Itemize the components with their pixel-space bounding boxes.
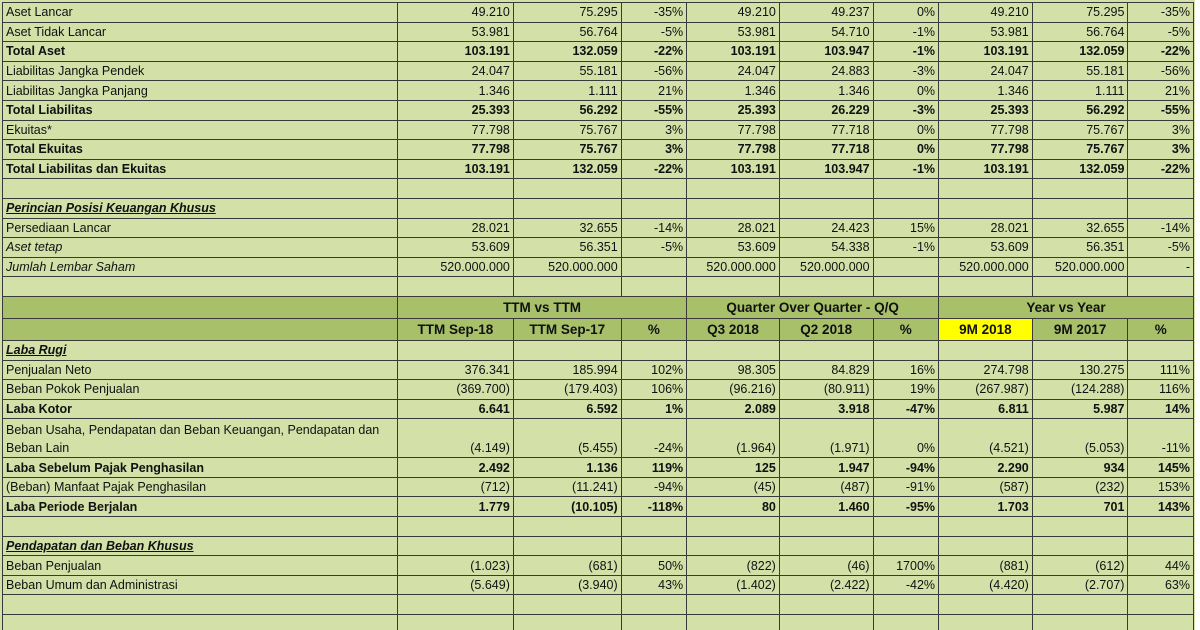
table-cell: 75.767	[513, 120, 621, 140]
table-cell: 125	[687, 458, 780, 478]
table-cell: 119%	[621, 458, 686, 478]
table-cell: 25.393	[687, 100, 780, 120]
table-cell: 520.000.000	[779, 257, 873, 277]
table-cell: 49.210	[397, 3, 513, 23]
table-cell: -5%	[621, 22, 686, 42]
income-section-title: Laba Rugi	[3, 340, 398, 360]
table-cell: 98.305	[687, 360, 780, 380]
row-label: Liabilitas Jangka Pendek	[3, 61, 398, 81]
row-label: Total Aset	[3, 42, 398, 62]
table-cell: 75.295	[1032, 3, 1128, 23]
expense-section	[3, 536, 1194, 556]
table-cell: 132.059	[1032, 42, 1128, 62]
table-cell	[873, 257, 938, 277]
table-cell: (5.053)	[1032, 419, 1128, 458]
table-cell: (881)	[939, 556, 1033, 576]
table-row	[3, 120, 1194, 140]
table-cell: 32.655	[513, 218, 621, 238]
table-cell: 15%	[873, 218, 938, 238]
special-section	[3, 198, 1194, 218]
table-cell: 1.111	[1032, 81, 1128, 101]
table-row	[3, 22, 1194, 42]
row-label: (Beban) Manfaat Pajak Penghasilan	[3, 477, 398, 497]
col-header-q2-2018: Q2 2018	[779, 318, 873, 340]
row-label: Laba Kotor	[3, 399, 398, 419]
table-cell: 1.111	[513, 81, 621, 101]
table-cell: (822)	[687, 556, 780, 576]
table-cell: 21%	[1128, 81, 1194, 101]
table-cell: (5.455)	[513, 419, 621, 458]
table-row	[3, 3, 1194, 23]
blank-row-1	[3, 179, 1194, 199]
table-cell: -14%	[621, 218, 686, 238]
table-cell: 54.338	[779, 238, 873, 258]
table-cell: (2.707)	[1032, 575, 1128, 595]
table-cell: 103.947	[779, 159, 873, 179]
table-cell: (681)	[513, 556, 621, 576]
table-cell: 28.021	[687, 218, 780, 238]
table-cell: 43%	[621, 575, 686, 595]
table-cell: 24.047	[687, 61, 780, 81]
table-cell: -24%	[621, 419, 686, 458]
table-cell: 53.981	[397, 22, 513, 42]
table-cell: 3%	[621, 120, 686, 140]
table-cell: (45)	[687, 477, 780, 497]
table-cell: (3.940)	[513, 575, 621, 595]
table-cell: 49.210	[939, 3, 1033, 23]
table-cell: -22%	[1128, 159, 1194, 179]
table-cell: (124.288)	[1032, 380, 1128, 400]
table-cell: (267.987)	[939, 380, 1033, 400]
table-cell: 106%	[621, 380, 686, 400]
table-cell: 56.764	[1032, 22, 1128, 42]
row-label: Beban Pokok Penjualan	[3, 380, 398, 400]
table-cell: 55.181	[1032, 61, 1128, 81]
table-cell: -1%	[873, 22, 938, 42]
blank-row-3	[3, 517, 1194, 537]
col-header-9m-2018: 9M 2018	[939, 318, 1033, 340]
table-cell: 0%	[873, 419, 938, 458]
table-cell: 77.798	[939, 120, 1033, 140]
table-cell: 3%	[1128, 120, 1194, 140]
table-cell: 103.191	[687, 42, 780, 62]
table-cell: -1%	[873, 238, 938, 258]
table-cell: (712)	[397, 477, 513, 497]
table-row	[3, 238, 1194, 258]
table-cell: 1.460	[779, 497, 873, 517]
row-label: Beban Usaha, Pendapatan dan Beban Keuangan, Pendapatan dan Beban Lain	[3, 419, 398, 458]
table-cell: 53.609	[687, 238, 780, 258]
table-row	[3, 140, 1194, 160]
table-cell: 132.059	[513, 42, 621, 62]
table-cell: 53.981	[939, 22, 1033, 42]
balance-sheet-section	[3, 3, 1194, 179]
table-cell: 24.423	[779, 218, 873, 238]
table-cell: (46)	[779, 556, 873, 576]
row-label: Penjualan Neto	[3, 360, 398, 380]
table-cell: 1.346	[939, 81, 1033, 101]
table-cell: 56.292	[1032, 100, 1128, 120]
expense-section-title: Pendapatan dan Beban Khusus	[3, 536, 398, 556]
table-cell: -55%	[1128, 100, 1194, 120]
table-cell: (2.422)	[779, 575, 873, 595]
table-row	[3, 159, 1194, 179]
table-cell: 19%	[873, 380, 938, 400]
table-cell: -14%	[1128, 218, 1194, 238]
table-cell: -56%	[621, 61, 686, 81]
table-row	[3, 360, 1194, 380]
table-cell: -118%	[621, 497, 686, 517]
table-cell: 32.655	[1032, 218, 1128, 238]
table-cell: 28.021	[939, 218, 1033, 238]
table-cell: -95%	[873, 497, 938, 517]
table-cell: -91%	[873, 477, 938, 497]
table-cell: 77.718	[779, 140, 873, 160]
table-cell: -56%	[1128, 61, 1194, 81]
table-cell: (5.649)	[397, 575, 513, 595]
table-cell: 56.292	[513, 100, 621, 120]
column-header	[3, 296, 1194, 340]
table-cell: -5%	[1128, 22, 1194, 42]
table-cell: 77.718	[779, 120, 873, 140]
row-label: Laba Periode Berjalan	[3, 497, 398, 517]
table-cell: -22%	[1128, 42, 1194, 62]
table-cell: 21%	[621, 81, 686, 101]
table-cell: 6.641	[397, 399, 513, 419]
income-rows	[3, 360, 1194, 517]
table-cell: 6.811	[939, 399, 1033, 419]
table-cell: 116%	[1128, 380, 1194, 400]
table-cell: 77.798	[687, 120, 780, 140]
table-cell: (487)	[779, 477, 873, 497]
table-cell: 0%	[873, 140, 938, 160]
table-cell: 934	[1032, 458, 1128, 478]
table-cell: 132.059	[513, 159, 621, 179]
table-cell: (11.241)	[513, 477, 621, 497]
table-cell: 14%	[1128, 399, 1194, 419]
table-cell: 84.829	[779, 360, 873, 380]
table-row	[3, 458, 1194, 478]
table-cell: -3%	[873, 61, 938, 81]
table-cell: 1%	[621, 399, 686, 419]
table-cell: -22%	[621, 159, 686, 179]
row-label: Ekuitas*	[3, 120, 398, 140]
table-cell: 54.710	[779, 22, 873, 42]
table-cell: (1.023)	[397, 556, 513, 576]
table-cell: 1.779	[397, 497, 513, 517]
table-cell: 2.290	[939, 458, 1033, 478]
table-cell: (612)	[1032, 556, 1128, 576]
table-cell: (369.700)	[397, 380, 513, 400]
table-cell: 103.191	[939, 159, 1033, 179]
table-cell: 143%	[1128, 497, 1194, 517]
table-cell: (1.964)	[687, 419, 780, 458]
table-cell: 80	[687, 497, 780, 517]
table-cell: 1.346	[779, 81, 873, 101]
table-cell: 25.393	[397, 100, 513, 120]
table-cell: 6.592	[513, 399, 621, 419]
table-cell: 26.229	[779, 100, 873, 120]
table-cell: 56.351	[513, 238, 621, 258]
table-cell: 520.000.000	[513, 257, 621, 277]
table-cell: 63%	[1128, 575, 1194, 595]
special-rows	[3, 218, 1194, 277]
table-cell: (587)	[939, 477, 1033, 497]
financial-table	[2, 2, 1194, 630]
table-cell: 1700%	[873, 556, 938, 576]
table-cell	[621, 257, 686, 277]
table-row	[3, 100, 1194, 120]
table-cell: 274.798	[939, 360, 1033, 380]
table-cell: 77.798	[397, 140, 513, 160]
col-header-pct-ttm: %	[621, 318, 686, 340]
table-cell: (4.149)	[397, 419, 513, 458]
table-row	[3, 218, 1194, 238]
row-label: Total Ekuitas	[3, 140, 398, 160]
blank-row-4	[3, 595, 1194, 630]
group-header-qoq: Quarter Over Quarter - Q/Q	[687, 296, 939, 318]
table-cell: 0%	[873, 81, 938, 101]
table-cell: -	[1128, 257, 1194, 277]
table-cell: 24.047	[939, 61, 1033, 81]
table-cell: 56.764	[513, 22, 621, 42]
table-cell: 1.346	[687, 81, 780, 101]
table-cell: 53.609	[397, 238, 513, 258]
table-cell: 0%	[873, 3, 938, 23]
table-cell: -47%	[873, 399, 938, 419]
table-cell: 50%	[621, 556, 686, 576]
group-header-yoy: Year vs Year	[939, 296, 1194, 318]
table-row	[3, 61, 1194, 81]
table-cell: -1%	[873, 159, 938, 179]
table-cell: 701	[1032, 497, 1128, 517]
table-cell: 103.191	[397, 42, 513, 62]
table-cell: -94%	[873, 458, 938, 478]
table-cell: 16%	[873, 360, 938, 380]
table-cell: 44%	[1128, 556, 1194, 576]
table-cell: 103.191	[397, 159, 513, 179]
table-cell: 77.798	[939, 140, 1033, 160]
row-label: Aset Tidak Lancar	[3, 22, 398, 42]
table-cell: 111%	[1128, 360, 1194, 380]
table-cell: 1.136	[513, 458, 621, 478]
table-cell: 49.210	[687, 3, 780, 23]
table-cell: -35%	[621, 3, 686, 23]
table-cell: 376.341	[397, 360, 513, 380]
row-label: Persediaan Lancar	[3, 218, 398, 238]
table-cell: 56.351	[1032, 238, 1128, 258]
table-cell: 103.947	[779, 42, 873, 62]
row-label: Total Liabilitas	[3, 100, 398, 120]
table-row	[3, 477, 1194, 497]
table-cell: -22%	[621, 42, 686, 62]
table-cell: 1.703	[939, 497, 1033, 517]
row-label: Beban Umum dan Administrasi	[3, 575, 398, 595]
table-cell: 185.994	[513, 360, 621, 380]
table-cell: 520.000.000	[397, 257, 513, 277]
table-row	[3, 257, 1194, 277]
row-label: Liabilitas Jangka Panjang	[3, 81, 398, 101]
table-row	[3, 497, 1194, 517]
row-label: Laba Sebelum Pajak Penghasilan	[3, 458, 398, 478]
table-cell: 77.798	[687, 140, 780, 160]
table-cell: 53.609	[939, 238, 1033, 258]
table-cell: 103.191	[939, 42, 1033, 62]
col-header-q3-2018: Q3 2018	[687, 318, 780, 340]
table-cell: (80.911)	[779, 380, 873, 400]
table-cell: (10.105)	[513, 497, 621, 517]
col-header-ttm-sep18: TTM Sep-18	[397, 318, 513, 340]
table-cell: 2.089	[687, 399, 780, 419]
row-label: Jumlah Lembar Saham	[3, 257, 398, 277]
table-cell: 1.346	[397, 81, 513, 101]
table-cell: 55.181	[513, 61, 621, 81]
row-label: Beban Penjualan	[3, 556, 398, 576]
table-cell: 53.981	[687, 22, 780, 42]
table-cell: -3%	[873, 100, 938, 120]
table-row	[3, 419, 1194, 458]
table-cell: -42%	[873, 575, 938, 595]
table-cell: 75.767	[1032, 140, 1128, 160]
col-header-ttm-sep17: TTM Sep-17	[513, 318, 621, 340]
table-cell: -1%	[873, 42, 938, 62]
table-row	[3, 399, 1194, 419]
table-cell: 3.918	[779, 399, 873, 419]
table-cell: 130.275	[1032, 360, 1128, 380]
table-cell: 3%	[1128, 140, 1194, 160]
table-cell: -5%	[621, 238, 686, 258]
table-cell: 153%	[1128, 477, 1194, 497]
table-cell: 132.059	[1032, 159, 1128, 179]
table-cell: 28.021	[397, 218, 513, 238]
group-header-ttm: TTM vs TTM	[397, 296, 686, 318]
table-cell: (4.420)	[939, 575, 1033, 595]
row-label: Aset Lancar	[3, 3, 398, 23]
table-cell: (179.403)	[513, 380, 621, 400]
table-cell: 520.000.000	[1032, 257, 1128, 277]
table-cell: 5.987	[1032, 399, 1128, 419]
blank-row-2	[3, 277, 1194, 297]
table-cell: -35%	[1128, 3, 1194, 23]
table-cell: -94%	[621, 477, 686, 497]
table-cell: 75.767	[1032, 120, 1128, 140]
table-cell: (1.971)	[779, 419, 873, 458]
table-row	[3, 556, 1194, 576]
col-header-9m-2017: 9M 2017	[1032, 318, 1128, 340]
table-cell: (1.402)	[687, 575, 780, 595]
table-cell: (232)	[1032, 477, 1128, 497]
table-cell: 1.947	[779, 458, 873, 478]
table-cell: 0%	[873, 120, 938, 140]
table-cell: 24.047	[397, 61, 513, 81]
table-cell: 2.492	[397, 458, 513, 478]
table-cell: (96.216)	[687, 380, 780, 400]
table-cell: 77.798	[397, 120, 513, 140]
table-row	[3, 575, 1194, 595]
expense-rows	[3, 556, 1194, 595]
col-header-pct-yoy: %	[1128, 318, 1194, 340]
table-cell: 102%	[621, 360, 686, 380]
table-cell: (4.521)	[939, 419, 1033, 458]
table-row	[3, 380, 1194, 400]
table-cell: 75.767	[513, 140, 621, 160]
row-label: Aset tetap	[3, 238, 398, 258]
table-cell: 145%	[1128, 458, 1194, 478]
table-cell: 25.393	[939, 100, 1033, 120]
table-cell: 3%	[621, 140, 686, 160]
table-row	[3, 42, 1194, 62]
table-cell: -11%	[1128, 419, 1194, 458]
table-cell: 49.237	[779, 3, 873, 23]
table-cell: 75.295	[513, 3, 621, 23]
income-section	[3, 340, 1194, 360]
table-cell: 520.000.000	[939, 257, 1033, 277]
table-cell: 24.883	[779, 61, 873, 81]
table-cell: -55%	[621, 100, 686, 120]
table-cell: 103.191	[687, 159, 780, 179]
table-cell: -5%	[1128, 238, 1194, 258]
table-cell: 520.000.000	[687, 257, 780, 277]
table-row	[3, 81, 1194, 101]
row-label: Total Liabilitas dan Ekuitas	[3, 159, 398, 179]
special-section-title: Perincian Posisi Keuangan Khusus	[3, 198, 398, 218]
col-header-pct-qoq: %	[873, 318, 938, 340]
